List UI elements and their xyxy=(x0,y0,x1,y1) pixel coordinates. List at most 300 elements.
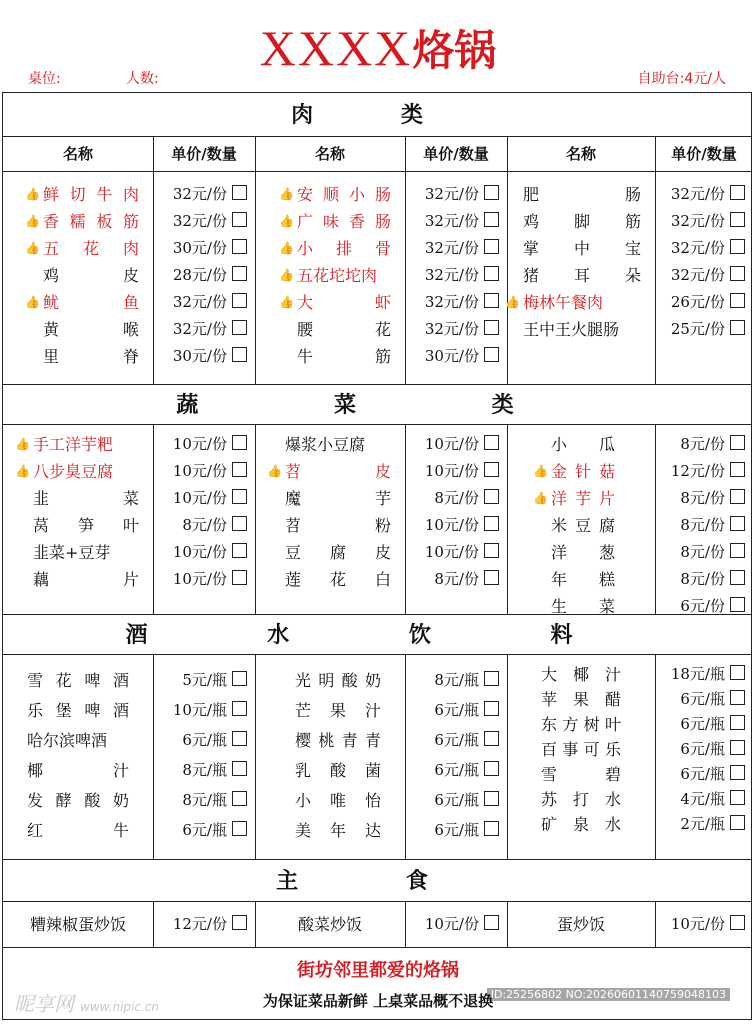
thumbs-up-icon: 👍 xyxy=(25,214,40,228)
price-text: 32元/份 xyxy=(424,239,479,257)
section-veg-title: 蔬 菜 类 xyxy=(176,392,578,418)
menu-sheet xyxy=(2,0,754,1024)
menu-item-price xyxy=(680,811,745,838)
item-name-text: 苹 果 醋 xyxy=(541,690,621,709)
quantity-checkbox[interactable] xyxy=(484,543,499,558)
price-text: 6元/瓶 xyxy=(434,821,479,839)
item-name-text: 芒 果 汁 xyxy=(295,701,381,720)
menu-item-price xyxy=(425,512,499,539)
menu-item-price xyxy=(680,485,745,512)
item-name-text: 金 针 菇 xyxy=(551,462,615,481)
item-name-text: 苏 打 水 xyxy=(541,790,621,809)
menu-item-name xyxy=(25,208,139,235)
column-header-price: 单价/数量 xyxy=(671,145,737,163)
item-name-text: 爆浆小豆腐 xyxy=(285,435,366,454)
price-text: 6元/瓶 xyxy=(680,740,725,758)
column-divider xyxy=(405,137,406,384)
price-text: 6元/瓶 xyxy=(434,761,479,779)
menu-item-price xyxy=(671,262,745,289)
table-label: 桌位: xyxy=(28,71,61,87)
price-text: 32元/份 xyxy=(424,320,479,338)
menu-item-name xyxy=(295,697,381,724)
column-divider xyxy=(153,425,154,614)
price-text: 4元/瓶 xyxy=(680,790,725,808)
menu-item-price xyxy=(173,235,247,262)
price-text: 10元/份 xyxy=(172,489,227,507)
menu-item-name xyxy=(43,262,139,289)
price-text: 8元/份 xyxy=(680,435,725,453)
quantity-checkbox[interactable] xyxy=(232,543,247,558)
menu-item-name xyxy=(551,512,615,539)
price-text: 32元/份 xyxy=(670,185,725,203)
column-divider xyxy=(255,655,256,859)
price-text: 6元/瓶 xyxy=(680,765,725,783)
section-meat xyxy=(3,93,751,137)
price-text: 25元/份 xyxy=(670,320,725,338)
menu-item-price xyxy=(173,208,247,235)
menu-item-price xyxy=(680,431,745,458)
price-text: 6元/份 xyxy=(680,597,725,615)
item-name-text: 鲜 切 牛 肉 xyxy=(43,185,139,204)
menu-item-name xyxy=(33,539,139,566)
quantity-checkbox[interactable] xyxy=(232,821,247,836)
item-name-text: 光 明 酸 奶 xyxy=(295,671,381,690)
quantity-checkbox[interactable] xyxy=(730,185,745,200)
menu-item-price xyxy=(425,181,499,208)
section-drinks-title: 酒 水 饮 料 xyxy=(125,622,629,648)
quantity-checkbox[interactable] xyxy=(484,671,499,686)
quantity-checkbox[interactable] xyxy=(232,212,247,227)
menu-item-name xyxy=(285,431,391,458)
menu-item-name xyxy=(505,289,641,316)
item-name-text: 猪 耳 朵 xyxy=(523,266,641,285)
column-divider xyxy=(655,902,656,947)
staple-item-price xyxy=(425,911,499,938)
quantity-checkbox[interactable] xyxy=(484,821,499,836)
quantity-checkbox[interactable] xyxy=(484,791,499,806)
quantity-checkbox[interactable] xyxy=(484,212,499,227)
menu-item-price xyxy=(434,566,499,593)
menu-item-name xyxy=(533,485,615,512)
quantity-checkbox[interactable] xyxy=(484,293,499,308)
menu-item-name xyxy=(523,262,641,289)
quantity-checkbox[interactable] xyxy=(232,462,247,477)
menu-item-name xyxy=(43,316,139,343)
menu-item-price xyxy=(173,262,247,289)
menu-item-price xyxy=(173,458,247,485)
item-name-text: 雪 碧 xyxy=(541,765,621,784)
price-text: 8元/份 xyxy=(680,489,725,507)
price-text: 8元/瓶 xyxy=(182,791,227,809)
menu-item-price xyxy=(680,539,745,566)
menu-item-name xyxy=(279,289,391,316)
quantity-checkbox[interactable] xyxy=(484,185,499,200)
header-divider xyxy=(3,171,751,172)
price-text: 6元/瓶 xyxy=(434,701,479,719)
watermark-id: ID:25256802 NO:20260601140759048103 xyxy=(487,988,730,1001)
item-name-text: 掌 中 宝 xyxy=(523,239,641,258)
column-header-name: 名称 xyxy=(565,145,596,163)
menu-item-price xyxy=(182,512,247,539)
quantity-checkbox[interactable] xyxy=(730,516,745,531)
title-name: 烙锅 xyxy=(412,26,497,75)
item-name-text: 雪 花 啤 酒 xyxy=(27,671,129,690)
column-divider xyxy=(255,137,256,384)
quantity-checkbox[interactable] xyxy=(232,671,247,686)
menu-item-price xyxy=(425,343,499,370)
item-name-text: 大 椰 汁 xyxy=(541,665,621,684)
item-name-text: 大 虾 xyxy=(297,293,391,312)
column-divider xyxy=(507,655,508,859)
staple-table xyxy=(3,902,751,948)
quantity-checkbox[interactable] xyxy=(484,570,499,585)
quantity-checkbox[interactable] xyxy=(484,462,499,477)
item-name-text: 莲 花 白 xyxy=(285,570,391,589)
menu-item-price xyxy=(173,181,247,208)
quantity-checkbox[interactable] xyxy=(730,665,745,680)
menu-item-price xyxy=(425,208,499,235)
quantity-checkbox[interactable] xyxy=(484,701,499,716)
quantity-checkbox[interactable] xyxy=(484,435,499,450)
quantity-checkbox[interactable] xyxy=(232,791,247,806)
quantity-checkbox[interactable] xyxy=(232,347,247,362)
column-header-name: 名称 xyxy=(62,145,93,163)
watermark-logo xyxy=(14,988,159,1017)
column-divider xyxy=(655,655,656,859)
column-divider xyxy=(507,137,508,384)
item-name-text: 五花坨坨肉 xyxy=(297,266,378,285)
menu-item-price xyxy=(680,686,745,713)
menu-item-price xyxy=(425,431,499,458)
quantity-checkbox[interactable] xyxy=(730,790,745,805)
menu-item-name xyxy=(285,485,391,512)
staple-item-name: 蛋炒饭 xyxy=(556,915,605,934)
menu-item-name xyxy=(295,787,381,814)
price-text: 32元/份 xyxy=(172,185,227,203)
menu-item-price xyxy=(173,289,247,316)
veg-table xyxy=(3,425,751,615)
menu-item-price xyxy=(425,539,499,566)
thumbs-up-icon: 👍 xyxy=(533,491,548,505)
menu-item-price xyxy=(173,566,247,593)
item-name-text: 米 豆 腐 xyxy=(551,516,615,535)
menu-item-name xyxy=(295,667,381,694)
item-name-text: 五 花 肉 xyxy=(43,239,139,258)
price-text: 6元/瓶 xyxy=(434,731,479,749)
item-name-text: 藕 片 xyxy=(33,570,139,589)
item-name-text: 乳 酸 菌 xyxy=(295,761,381,780)
item-name-text: 韭 菜 xyxy=(33,489,139,508)
item-name-text: 豆 腐 皮 xyxy=(285,543,391,562)
quantity-checkbox[interactable] xyxy=(484,915,499,930)
item-name-text: 手工洋芋粑 xyxy=(33,435,114,454)
price-text: 32元/份 xyxy=(172,212,227,230)
column-header-price: 单价/数量 xyxy=(171,145,237,163)
menu-item-price xyxy=(173,539,247,566)
quantity-checkbox[interactable] xyxy=(730,740,745,755)
people-label: 人数: xyxy=(126,71,159,87)
menu-item-name xyxy=(279,181,391,208)
price-text: 10元/份 xyxy=(172,543,227,561)
menu-item-name xyxy=(25,181,139,208)
menu-item-price xyxy=(173,316,247,343)
quantity-checkbox[interactable] xyxy=(730,915,745,930)
quantity-checkbox[interactable] xyxy=(484,516,499,531)
price-text: 10元/份 xyxy=(172,570,227,588)
menu-item-name xyxy=(541,661,621,688)
price-text: 6元/瓶 xyxy=(434,791,479,809)
item-name-text: 椰 汁 xyxy=(27,761,129,780)
watermark-logo-text: 昵享网 xyxy=(14,992,74,1016)
quantity-checkbox[interactable] xyxy=(730,293,745,308)
price-text: 32元/份 xyxy=(424,185,479,203)
menu-item-price xyxy=(680,512,745,539)
price-text: 32元/份 xyxy=(424,212,479,230)
item-name-text: 安 顺 小 肠 xyxy=(297,185,391,204)
quantity-checkbox[interactable] xyxy=(730,543,745,558)
price-text: 30元/份 xyxy=(172,239,227,257)
quantity-checkbox[interactable] xyxy=(730,266,745,281)
menu-item-name xyxy=(15,431,139,458)
menu-item-price xyxy=(425,235,499,262)
menu-item-name xyxy=(551,539,615,566)
thumbs-up-icon: 👍 xyxy=(15,464,30,478)
column-divider xyxy=(405,902,406,947)
quantity-checkbox[interactable] xyxy=(232,185,247,200)
quantity-checkbox[interactable] xyxy=(232,239,247,254)
price-text: 10元/份 xyxy=(424,915,479,933)
quantity-checkbox[interactable] xyxy=(232,570,247,585)
menu-item-price xyxy=(425,316,499,343)
staple-item-price xyxy=(173,911,247,938)
menu-item-price xyxy=(671,458,745,485)
item-name-text: 八步臭豆腐 xyxy=(33,462,114,481)
quantity-checkbox[interactable] xyxy=(730,489,745,504)
menu-item-name xyxy=(523,316,641,343)
menu-item-price xyxy=(182,667,247,694)
item-name-text: 东 方 树 叶 xyxy=(541,715,621,734)
price-text: 8元/份 xyxy=(680,570,725,588)
quantity-checkbox[interactable] xyxy=(730,570,745,585)
column-divider xyxy=(255,425,256,614)
price-text: 30元/份 xyxy=(172,347,227,365)
quantity-checkbox[interactable] xyxy=(484,266,499,281)
menu-item-name xyxy=(279,262,391,289)
menu-item-name xyxy=(285,566,391,593)
menu-item-price xyxy=(671,316,745,343)
menu-item-name xyxy=(297,343,391,370)
quantity-checkbox[interactable] xyxy=(232,266,247,281)
item-name-text: 樱 桃 青 青 xyxy=(295,731,381,750)
thumbs-up-icon: 👍 xyxy=(15,437,30,451)
thumbs-up-icon: 👍 xyxy=(267,464,282,478)
quantity-checkbox[interactable] xyxy=(232,516,247,531)
menu-item-name xyxy=(27,697,129,724)
price-text: 12元/份 xyxy=(172,915,227,933)
quantity-checkbox[interactable] xyxy=(730,690,745,705)
menu-item-name xyxy=(33,512,139,539)
item-name-text: 矿 泉 水 xyxy=(541,815,621,834)
menu-item-name xyxy=(541,786,621,813)
item-name-text: 年 糕 xyxy=(551,570,615,589)
column-divider xyxy=(153,655,154,859)
section-veg xyxy=(3,385,751,425)
quantity-checkbox[interactable] xyxy=(730,462,745,477)
thumbs-up-icon: 👍 xyxy=(25,241,40,255)
item-name-text: 苕 粉 xyxy=(285,516,391,535)
item-name-text: 小 瓜 xyxy=(551,435,615,454)
menu-item-price xyxy=(671,181,745,208)
item-name-text: 广 味 香 肠 xyxy=(297,212,391,231)
quantity-checkbox[interactable] xyxy=(730,212,745,227)
menu-item-price xyxy=(173,343,247,370)
quantity-checkbox[interactable] xyxy=(232,320,247,335)
menu-item-price xyxy=(434,817,499,844)
quantity-checkbox[interactable] xyxy=(484,731,499,746)
item-name-text: 哈尔滨啤酒 xyxy=(27,731,108,750)
menu-item-price xyxy=(671,208,745,235)
price-text: 32元/份 xyxy=(670,239,725,257)
menu-item-price xyxy=(680,566,745,593)
price-text: 5元/瓶 xyxy=(182,671,227,689)
thumbs-up-icon: 👍 xyxy=(279,187,294,201)
quantity-checkbox[interactable] xyxy=(232,435,247,450)
menu-item-name xyxy=(295,757,381,784)
column-divider xyxy=(153,137,154,384)
column-header-name: 名称 xyxy=(314,145,345,163)
quantity-checkbox[interactable] xyxy=(730,435,745,450)
quantity-checkbox[interactable] xyxy=(232,731,247,746)
menu-item-name xyxy=(295,727,381,754)
price-text: 6元/瓶 xyxy=(680,690,725,708)
menu-item-price xyxy=(434,727,499,754)
menu-item-price xyxy=(680,711,745,738)
quantity-checkbox[interactable] xyxy=(730,320,745,335)
price-text: 32元/份 xyxy=(172,320,227,338)
menu-item-price xyxy=(173,697,247,724)
item-name-text: 乐 堡 啤 酒 xyxy=(27,701,129,720)
price-text: 30元/份 xyxy=(424,347,479,365)
menu-item-name xyxy=(27,667,129,694)
quantity-checkbox[interactable] xyxy=(484,489,499,504)
price-text: 10元/份 xyxy=(424,543,479,561)
menu-item-price xyxy=(434,757,499,784)
menu-item-price xyxy=(182,757,247,784)
drinks-table xyxy=(3,655,751,860)
quantity-checkbox[interactable] xyxy=(232,761,247,776)
quantity-checkbox[interactable] xyxy=(232,701,247,716)
price-text: 32元/份 xyxy=(424,266,479,284)
price-text: 6元/瓶 xyxy=(182,731,227,749)
section-staple-title: 主 食 xyxy=(276,868,478,894)
quantity-checkbox[interactable] xyxy=(484,761,499,776)
price-text: 18元/瓶 xyxy=(670,665,725,683)
price-text: 32元/份 xyxy=(670,266,725,284)
quantity-checkbox[interactable] xyxy=(730,815,745,830)
item-name-text: 肥 肠 xyxy=(523,185,641,204)
section-drinks xyxy=(3,615,751,655)
thumbs-up-icon: 👍 xyxy=(533,464,548,478)
item-name-text: 香 糯 板 筋 xyxy=(43,212,139,231)
item-name-text: 腰 花 xyxy=(297,320,391,339)
title-placeholder: XXXX xyxy=(259,20,413,76)
item-name-text: 牛 筋 xyxy=(297,347,391,366)
meat-table xyxy=(3,137,751,385)
column-divider xyxy=(405,425,406,614)
menu-item-name xyxy=(297,316,391,343)
item-name-text: 百 事 可 乐 xyxy=(541,740,621,759)
price-text: 6元/瓶 xyxy=(182,821,227,839)
menu-item-name xyxy=(25,235,139,262)
menu-item-price xyxy=(173,431,247,458)
buffet-price: 自助台:4元/人 xyxy=(637,71,726,87)
column-divider xyxy=(153,902,154,947)
menu-item-name xyxy=(285,539,391,566)
menu-item-price xyxy=(680,786,745,813)
staple-item-name: 酸菜炒饭 xyxy=(297,915,362,934)
thumbs-up-icon: 👍 xyxy=(279,241,294,255)
thumbs-up-icon: 👍 xyxy=(505,295,520,309)
watermark-url: www.nipic.cn xyxy=(80,1000,159,1014)
item-name-text: 魔 芋 xyxy=(285,489,391,508)
quantity-checkbox[interactable] xyxy=(484,320,499,335)
column-divider xyxy=(405,655,406,859)
menu-item-price xyxy=(434,787,499,814)
price-text: 8元/份 xyxy=(182,516,227,534)
quantity-checkbox[interactable] xyxy=(484,239,499,254)
menu-item-name xyxy=(27,757,129,784)
menu-item-price xyxy=(680,761,745,788)
thumbs-up-icon: 👍 xyxy=(25,187,40,201)
quantity-checkbox[interactable] xyxy=(730,715,745,730)
menu-item-name xyxy=(285,512,391,539)
thumbs-up-icon: 👍 xyxy=(279,268,294,282)
menu-item-price xyxy=(671,661,745,688)
menu-item-price xyxy=(434,667,499,694)
quantity-checkbox[interactable] xyxy=(484,347,499,362)
menu-item-price xyxy=(173,485,247,512)
price-text: 32元/份 xyxy=(172,293,227,311)
menu-item-name xyxy=(551,566,615,593)
item-name-text: 生 菜 xyxy=(551,597,615,616)
price-text: 8元/份 xyxy=(680,543,725,561)
item-name-text: 鱿 鱼 xyxy=(43,293,139,312)
price-text: 10元/份 xyxy=(670,915,725,933)
quantity-checkbox[interactable] xyxy=(232,915,247,930)
quantity-checkbox[interactable] xyxy=(232,293,247,308)
column-divider xyxy=(655,137,656,384)
quantity-checkbox[interactable] xyxy=(730,239,745,254)
menu-item-name xyxy=(27,817,129,844)
quantity-checkbox[interactable] xyxy=(730,765,745,780)
menu-item-price xyxy=(425,458,499,485)
menu-item-price xyxy=(425,262,499,289)
column-divider xyxy=(507,425,508,614)
staple-item-name: 糟辣椒蛋炒饭 xyxy=(29,915,126,934)
menu-item-name xyxy=(523,181,641,208)
item-name-text: 王中王火腿肠 xyxy=(523,320,620,339)
menu-item-name xyxy=(541,761,621,788)
item-name-text: 发 酵 酸 奶 xyxy=(27,791,129,810)
footer-note: 为保证菜品新鲜 上桌菜品概不退换 xyxy=(262,992,494,1010)
menu-item-name xyxy=(43,343,139,370)
menu-item-name xyxy=(295,817,381,844)
thumbs-up-icon: 👍 xyxy=(279,295,294,309)
quantity-checkbox[interactable] xyxy=(232,489,247,504)
menu-item-name xyxy=(33,566,139,593)
quantity-checkbox[interactable] xyxy=(730,597,745,612)
menu-item-price xyxy=(182,727,247,754)
